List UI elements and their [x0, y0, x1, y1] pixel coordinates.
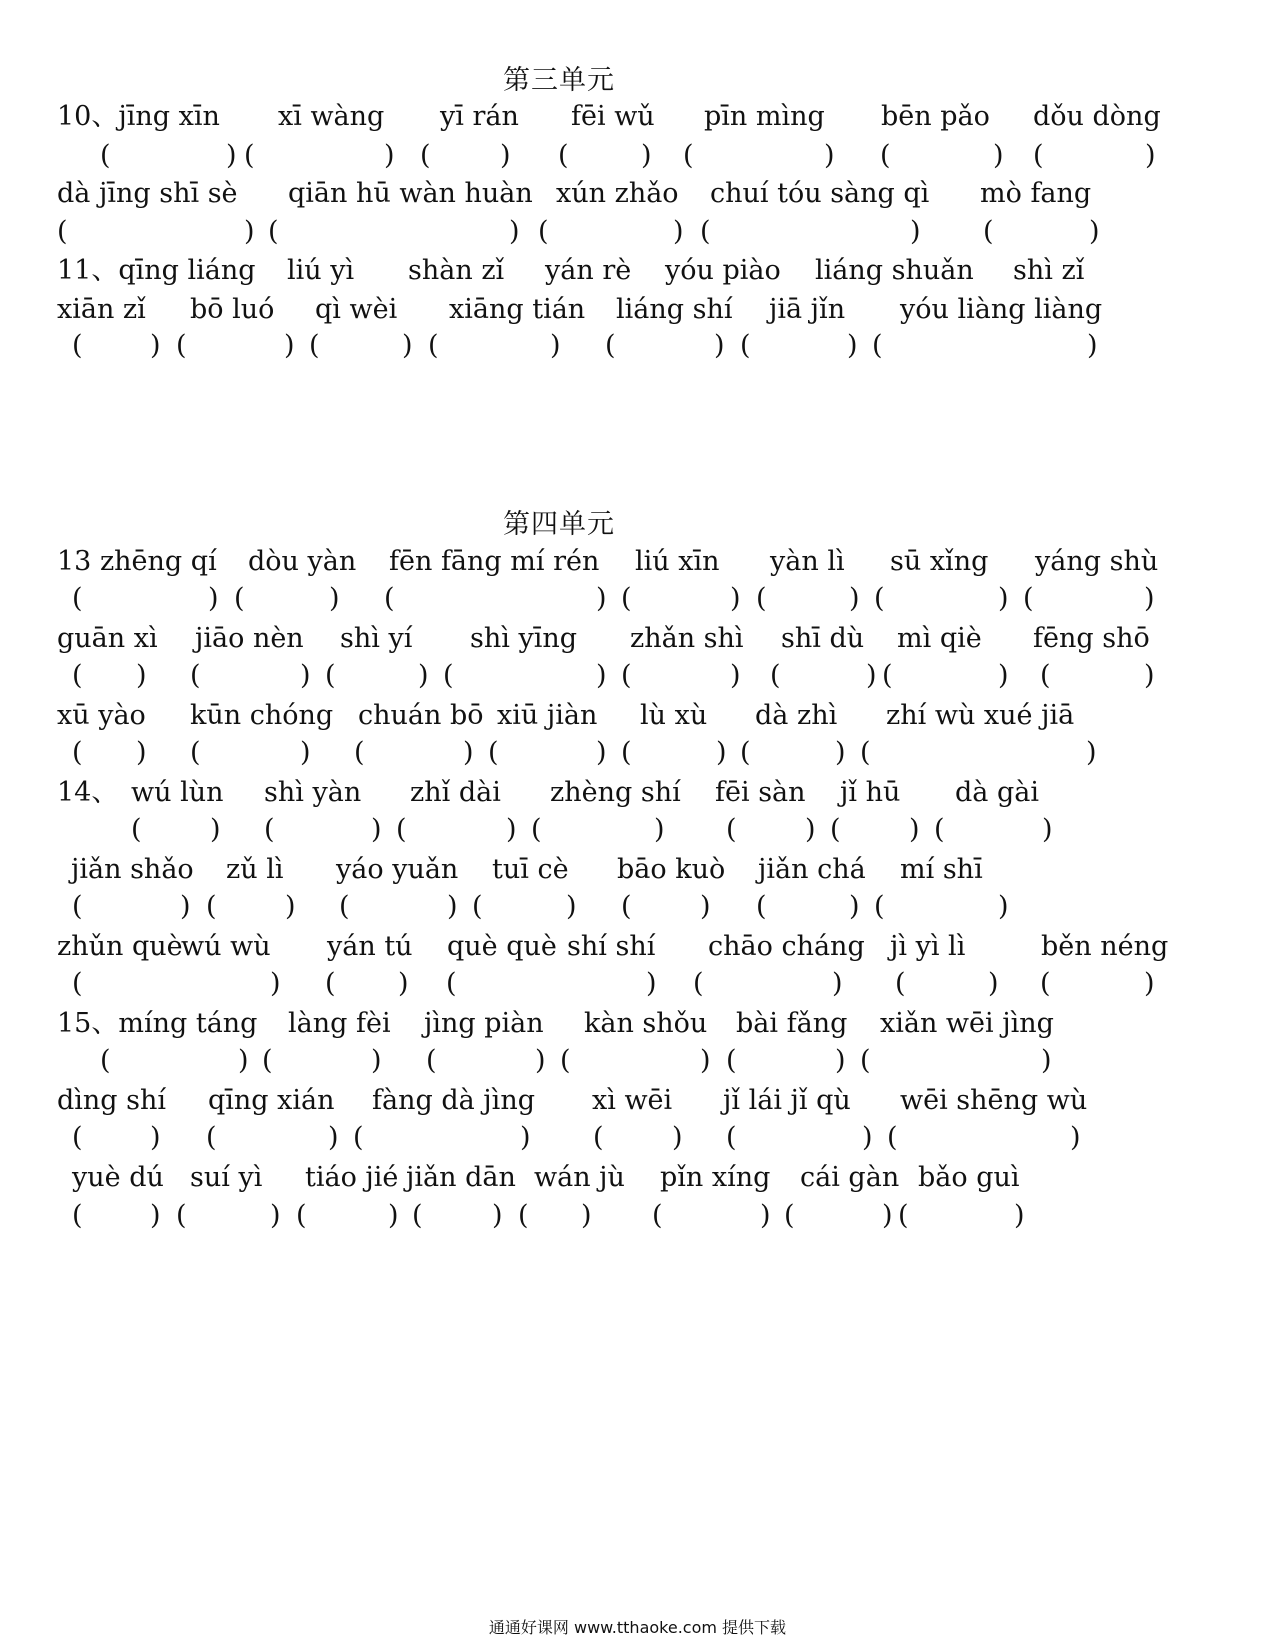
pinyin-item: liáng shuǎn — [815, 255, 974, 286]
answer-row — [0, 1121, 1275, 1155]
pinyin-item: bāo kuò — [617, 854, 726, 885]
close-bracket: ) — [238, 1045, 249, 1076]
close-bracket: ) — [284, 330, 295, 361]
open-bracket: ( — [206, 1122, 217, 1153]
close-bracket: ) — [492, 1200, 503, 1231]
open-bracket: ( — [756, 583, 767, 614]
pinyin-row — [0, 930, 1275, 964]
pinyin-row — [0, 1084, 1275, 1118]
pinyin-item: yán rè — [545, 255, 632, 286]
open-bracket: ( — [339, 891, 350, 922]
pinyin-item: làng fèi — [288, 1008, 391, 1039]
pinyin-row — [0, 622, 1275, 656]
open-bracket: ( — [693, 968, 704, 999]
pinyin-item: shì yí — [340, 623, 413, 654]
close-bracket: ) — [654, 814, 665, 845]
pinyin-item: bō luó — [190, 294, 275, 325]
pinyin-item: guān xì — [57, 623, 158, 654]
open-bracket: ( — [420, 140, 431, 171]
open-bracket: ( — [428, 330, 439, 361]
close-bracket: ) — [270, 1200, 281, 1231]
pinyin-item: lù xù — [640, 700, 708, 731]
open-bracket: ( — [726, 814, 737, 845]
answer-row — [0, 329, 1275, 363]
close-bracket: ) — [909, 814, 920, 845]
close-bracket: ) — [506, 814, 517, 845]
open-bracket: ( — [234, 583, 245, 614]
close-bracket: ) — [849, 583, 860, 614]
pinyin-item: suí yì — [190, 1162, 263, 1193]
close-bracket: ) — [371, 1045, 382, 1076]
pinyin-item: liú xīn — [635, 546, 720, 577]
open-bracket: ( — [740, 737, 751, 768]
close-bracket: ) — [849, 891, 860, 922]
open-bracket: ( — [57, 216, 68, 247]
pinyin-item: shì yàn — [264, 777, 362, 808]
pinyin-item: dìng shí — [57, 1085, 167, 1116]
pinyin-item: chuán bō — [358, 700, 484, 731]
pinyin-item: yàn lì — [770, 546, 845, 577]
close-bracket: ) — [244, 216, 255, 247]
open-bracket: ( — [531, 814, 542, 845]
pinyin-row — [0, 776, 1275, 810]
pinyin-row — [0, 293, 1275, 327]
open-bracket: ( — [874, 891, 885, 922]
pinyin-item: dà gài — [955, 777, 1039, 808]
close-bracket: ) — [1144, 583, 1155, 614]
pinyin-item: mí shī — [900, 854, 983, 885]
pinyin-item: wú wù — [181, 931, 271, 962]
close-bracket: ) — [672, 1122, 683, 1153]
open-bracket: ( — [190, 660, 201, 691]
close-bracket: ) — [210, 814, 221, 845]
open-bracket: ( — [1040, 660, 1051, 691]
pinyin-item: fàng dà jìng — [372, 1085, 535, 1116]
pinyin-item: pǐn xíng — [660, 1162, 771, 1193]
open-bracket: ( — [593, 1122, 604, 1153]
open-bracket: ( — [325, 968, 336, 999]
pinyin-item: zhèng shí — [550, 777, 681, 808]
close-bracket: ) — [150, 330, 161, 361]
open-bracket: ( — [176, 1200, 187, 1231]
answer-row — [0, 736, 1275, 770]
close-bracket: ) — [150, 1200, 161, 1231]
open-bracket: ( — [412, 1200, 423, 1231]
open-bracket: ( — [756, 891, 767, 922]
pinyin-item: yóu liàng liàng — [900, 294, 1103, 325]
close-bracket: ) — [596, 737, 607, 768]
close-bracket: ) — [1086, 737, 1097, 768]
close-bracket: ) — [998, 660, 1009, 691]
pinyin-item: dà jīng shī sè — [57, 178, 238, 209]
open-bracket: ( — [898, 1200, 909, 1231]
close-bracket: ) — [520, 1122, 531, 1153]
open-bracket: ( — [72, 891, 83, 922]
footer-credit: 通通好课网 www.tthaoke.com 提供下载 — [488, 1618, 787, 1637]
pinyin-item: tuī cè — [492, 854, 569, 885]
open-bracket: ( — [700, 216, 711, 247]
pinyin-item: shì yīng — [470, 623, 578, 654]
open-bracket: ( — [190, 737, 201, 768]
open-bracket: ( — [72, 330, 83, 361]
pinyin-item: fēn fāng mí rén — [389, 546, 600, 577]
close-bracket: ) — [714, 330, 725, 361]
close-bracket: ) — [993, 140, 1004, 171]
pinyin-row — [0, 545, 1275, 579]
open-bracket: ( — [683, 140, 694, 171]
pinyin-item: liáng shí — [616, 294, 733, 325]
open-bracket: ( — [72, 1200, 83, 1231]
close-bracket: ) — [270, 968, 281, 999]
open-bracket: ( — [72, 660, 83, 691]
open-bracket: ( — [72, 1122, 83, 1153]
close-bracket: ) — [136, 660, 147, 691]
pinyin-item: jiāo nèn — [195, 623, 304, 654]
close-bracket: ) — [1014, 1200, 1025, 1231]
pinyin-item: xiū jiàn — [497, 700, 598, 731]
open-bracket: ( — [244, 140, 255, 171]
pinyin-item: yáo yuǎn — [336, 854, 459, 885]
pinyin-item: běn néng — [1041, 931, 1169, 962]
open-bracket: ( — [560, 1045, 571, 1076]
pinyin-item: wēi shēng wù — [900, 1085, 1088, 1116]
open-bracket: ( — [1040, 968, 1051, 999]
close-bracket: ) — [866, 660, 877, 691]
pinyin-item: shī dù — [781, 623, 865, 654]
pinyin-item: bài fǎng — [736, 1008, 848, 1039]
close-bracket: ) — [988, 968, 999, 999]
open-bracket: ( — [384, 583, 395, 614]
close-bracket: ) — [402, 330, 413, 361]
open-bracket: ( — [740, 330, 751, 361]
pinyin-item: yuè dú — [72, 1162, 164, 1193]
open-bracket: ( — [872, 330, 883, 361]
close-bracket: ) — [1145, 140, 1156, 171]
answer-row — [0, 1199, 1275, 1233]
open-bracket: ( — [206, 891, 217, 922]
pinyin-item: dòu yàn — [248, 546, 357, 577]
open-bracket: ( — [518, 1200, 529, 1231]
pinyin-item: xiǎn wēi jìng — [880, 1008, 1054, 1039]
pinyin-item: fēi sàn — [715, 777, 806, 808]
pinyin-item: zhǐ dài — [410, 777, 501, 808]
close-bracket: ) — [882, 1200, 893, 1231]
open-bracket: ( — [426, 1045, 437, 1076]
close-bracket: ) — [500, 140, 511, 171]
open-bracket: ( — [396, 814, 407, 845]
answer-row — [0, 139, 1275, 173]
open-bracket: ( — [934, 814, 945, 845]
pinyin-item: 14、 — [57, 777, 119, 808]
open-bracket: ( — [860, 1045, 871, 1076]
close-bracket: ) — [581, 1200, 592, 1231]
close-bracket: ) — [824, 140, 835, 171]
close-bracket: ) — [550, 330, 561, 361]
open-bracket: ( — [309, 330, 320, 361]
pinyin-item: xī wàng — [278, 101, 385, 132]
pinyin-item: kūn chóng — [190, 700, 334, 731]
open-bracket: ( — [472, 891, 483, 922]
open-bracket: ( — [262, 1045, 273, 1076]
pinyin-item: 10、jīng xīn — [57, 101, 220, 132]
pinyin-item: bēn pǎo — [881, 101, 990, 132]
open-bracket: ( — [726, 1045, 737, 1076]
pinyin-item: yī rán — [440, 101, 519, 132]
pinyin-item: fēi wǔ — [571, 101, 655, 132]
open-bracket: ( — [353, 1122, 364, 1153]
pinyin-row — [0, 254, 1275, 288]
close-bracket: ) — [1089, 216, 1100, 247]
close-bracket: ) — [388, 1200, 399, 1231]
close-bracket: ) — [300, 737, 311, 768]
close-bracket: ) — [716, 737, 727, 768]
pinyin-item: kàn shǒu — [584, 1008, 708, 1039]
close-bracket: ) — [805, 814, 816, 845]
pinyin-item: shàn zǐ — [408, 255, 505, 286]
open-bracket: ( — [860, 737, 871, 768]
close-bracket: ) — [285, 891, 296, 922]
pinyin-item: zhǔn què — [57, 931, 183, 962]
unit4-title: 第四单元 — [503, 509, 615, 540]
close-bracket: ) — [180, 891, 191, 922]
close-bracket: ) — [596, 583, 607, 614]
pinyin-item: jiǎn shǎo — [71, 854, 194, 885]
open-bracket: ( — [72, 583, 83, 614]
close-bracket: ) — [862, 1122, 873, 1153]
pinyin-item: qīng xián — [208, 1085, 335, 1116]
pinyin-item: mì qiè — [897, 623, 982, 654]
close-bracket: ) — [329, 583, 340, 614]
close-bracket: ) — [371, 814, 382, 845]
open-bracket: ( — [443, 660, 454, 691]
open-bracket: ( — [354, 737, 365, 768]
close-bracket: ) — [596, 660, 607, 691]
close-bracket: ) — [700, 891, 711, 922]
pinyin-item: chuí tóu sàng qì — [710, 178, 930, 209]
close-bracket: ) — [463, 737, 474, 768]
pinyin-item: xū yào — [57, 700, 146, 731]
answer-row — [0, 215, 1275, 249]
pinyin-row — [0, 1161, 1275, 1195]
close-bracket: ) — [226, 140, 237, 171]
pinyin-item: wú lùn — [131, 777, 224, 808]
pinyin-item: shì zǐ — [1013, 255, 1085, 286]
open-bracket: ( — [726, 1122, 737, 1153]
close-bracket: ) — [384, 140, 395, 171]
pinyin-item: sū xǐng — [890, 546, 989, 577]
close-bracket: ) — [1070, 1122, 1081, 1153]
open-bracket: ( — [1023, 583, 1034, 614]
pinyin-item: jiǎn chá — [758, 854, 866, 885]
close-bracket: ) — [673, 216, 684, 247]
close-bracket: ) — [535, 1045, 546, 1076]
pinyin-item: zhí wù xué jiā — [886, 700, 1075, 731]
close-bracket: ) — [730, 660, 741, 691]
open-bracket: ( — [874, 583, 885, 614]
open-bracket: ( — [621, 737, 632, 768]
pinyin-item: xiāng tián — [449, 294, 586, 325]
pinyin-item: yán tú — [327, 931, 413, 962]
open-bracket: ( — [488, 737, 499, 768]
answer-row — [0, 582, 1275, 616]
close-bracket: ) — [566, 891, 577, 922]
open-bracket: ( — [895, 968, 906, 999]
open-bracket: ( — [325, 660, 336, 691]
pinyin-item: cái gàn — [800, 1162, 900, 1193]
answer-row — [0, 967, 1275, 1001]
close-bracket: ) — [1144, 968, 1155, 999]
pinyin-item: què què — [447, 931, 557, 962]
close-bracket: ) — [447, 891, 458, 922]
unit3-title: 第三单元 — [503, 65, 615, 96]
close-bracket: ) — [1087, 330, 1098, 361]
pinyin-item: pīn mìng — [704, 101, 825, 132]
pinyin-row — [0, 853, 1275, 887]
open-bracket: ( — [605, 330, 616, 361]
pinyin-item: jiǎn dān — [406, 1162, 516, 1193]
answer-row — [0, 659, 1275, 693]
pinyin-row — [0, 100, 1275, 134]
pinyin-item: jǐ lái jǐ qù — [723, 1085, 851, 1116]
close-bracket: ) — [998, 583, 1009, 614]
close-bracket: ) — [509, 216, 520, 247]
pinyin-row — [0, 699, 1275, 733]
open-bracket: ( — [652, 1200, 663, 1231]
answer-row — [0, 890, 1275, 924]
pinyin-item: jiā jǐn — [769, 294, 846, 325]
open-bracket: ( — [538, 216, 549, 247]
close-bracket: ) — [208, 583, 219, 614]
open-bracket: ( — [100, 140, 111, 171]
answer-row — [0, 813, 1275, 847]
pinyin-item: dà zhì — [755, 700, 838, 731]
close-bracket: ) — [835, 1045, 846, 1076]
open-bracket: ( — [983, 216, 994, 247]
close-bracket: ) — [835, 737, 846, 768]
open-bracket: ( — [621, 660, 632, 691]
pinyin-item: wán jù — [534, 1162, 625, 1193]
pinyin-item: shí shí — [567, 931, 656, 962]
pinyin-item: jì yì lì — [890, 931, 966, 962]
close-bracket: ) — [300, 660, 311, 691]
open-bracket: ( — [621, 891, 632, 922]
close-bracket: ) — [1144, 660, 1155, 691]
open-bracket: ( — [770, 660, 781, 691]
open-bracket: ( — [296, 1200, 307, 1231]
pinyin-item: mò fang — [980, 178, 1092, 209]
open-bracket: ( — [882, 660, 893, 691]
open-bracket: ( — [72, 737, 83, 768]
open-bracket: ( — [100, 1045, 111, 1076]
open-bracket: ( — [131, 814, 142, 845]
open-bracket: ( — [72, 968, 83, 999]
close-bracket: ) — [398, 968, 409, 999]
open-bracket: ( — [621, 583, 632, 614]
pinyin-item: chāo cháng — [708, 931, 865, 962]
open-bracket: ( — [880, 140, 891, 171]
close-bracket: ) — [760, 1200, 771, 1231]
pinyin-item: 11、qīng liáng — [57, 255, 256, 286]
open-bracket: ( — [830, 814, 841, 845]
close-bracket: ) — [646, 968, 657, 999]
open-bracket: ( — [446, 968, 457, 999]
open-bracket: ( — [887, 1122, 898, 1153]
pinyin-item: xiān zǐ — [57, 294, 146, 325]
open-bracket: ( — [1033, 140, 1044, 171]
pinyin-item: jǐ hū — [840, 777, 901, 808]
pinyin-item: 13 zhēng qí — [57, 546, 217, 577]
pinyin-item: dǒu dòng — [1033, 101, 1161, 132]
close-bracket: ) — [641, 140, 652, 171]
pinyin-item: bǎo guì — [918, 1162, 1020, 1193]
pinyin-row — [0, 177, 1275, 211]
open-bracket: ( — [264, 814, 275, 845]
pinyin-item: liú yì — [287, 255, 355, 286]
close-bracket: ) — [832, 968, 843, 999]
close-bracket: ) — [847, 330, 858, 361]
close-bracket: ) — [136, 737, 147, 768]
pinyin-item: zǔ lì — [226, 854, 284, 885]
pinyin-item: yáng shù — [1035, 546, 1159, 577]
close-bracket: ) — [730, 583, 741, 614]
pinyin-item: qiān hū wàn huàn — [288, 178, 533, 209]
answer-row — [0, 1044, 1275, 1078]
open-bracket: ( — [558, 140, 569, 171]
pinyin-row — [0, 1007, 1275, 1041]
pinyin-item: xì wēi — [592, 1085, 673, 1116]
close-bracket: ) — [910, 216, 921, 247]
pinyin-item: qì wèi — [315, 294, 398, 325]
close-bracket: ) — [150, 1122, 161, 1153]
close-bracket: ) — [328, 1122, 339, 1153]
pinyin-item: xún zhǎo — [556, 178, 679, 209]
close-bracket: ) — [998, 891, 1009, 922]
close-bracket: ) — [700, 1045, 711, 1076]
pinyin-item: zhǎn shì — [630, 623, 744, 654]
open-bracket: ( — [784, 1200, 795, 1231]
open-bracket: ( — [176, 330, 187, 361]
pinyin-item: 15、míng táng — [57, 1008, 258, 1039]
close-bracket: ) — [1041, 1045, 1052, 1076]
close-bracket: ) — [418, 660, 429, 691]
pinyin-item: yóu piào — [665, 255, 781, 286]
open-bracket: ( — [268, 216, 279, 247]
pinyin-item: fēng shō — [1033, 623, 1150, 654]
close-bracket: ) — [1042, 814, 1053, 845]
pinyin-item: jìng piàn — [424, 1008, 544, 1039]
pinyin-item: tiáo jié — [305, 1162, 399, 1193]
